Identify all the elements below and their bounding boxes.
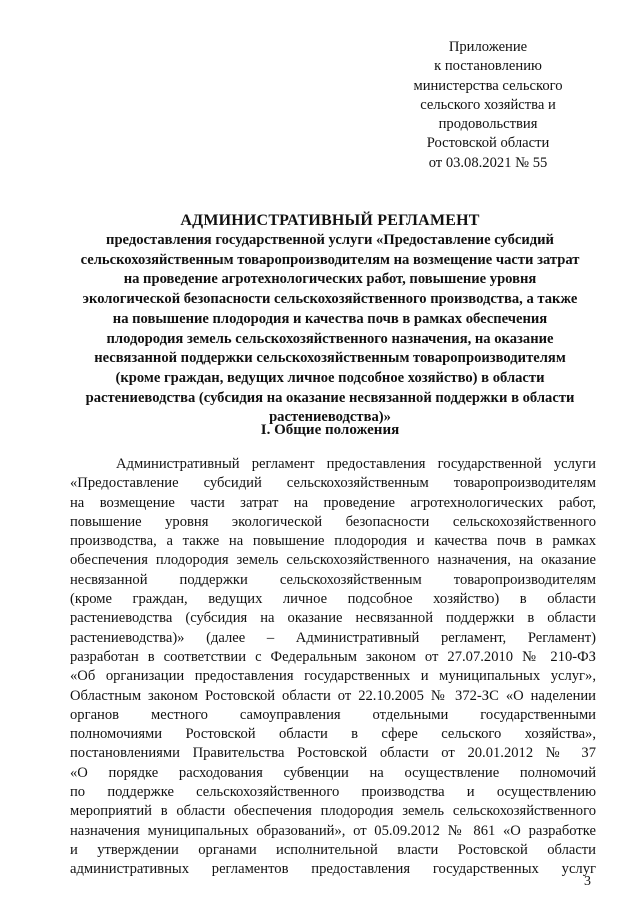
subtitle-line: несвязанной поддержки сельскохозяйственным товаропроизводителям — [94, 350, 566, 367]
subtitle-line: на проведение агротехнологических работ, повышение уровня — [123, 271, 537, 288]
subtitle-line: (кроме граждан, ведущих личное подсобное хозяйство) в области — [115, 369, 545, 386]
body-line: (кроме граждан, ведущих личное подсобное хозяйство) в области — [70, 591, 596, 608]
body-line: Административный регламент предоставления государственной услуги — [116, 456, 596, 472]
body-line: «Об организации предоставления государственных и муниципальных услуг», — [70, 668, 596, 685]
body-line: «О порядке расходования субвенции на осуществление полномочий — [70, 764, 596, 781]
appendix-line: Ростовской области — [426, 135, 550, 152]
body-line: и утверждении органами исполнительной власти Ростовской области — [70, 841, 596, 858]
appendix-line: министерства сельского — [413, 77, 563, 94]
body-line: обеспечения плодородия земель сельскохозяйственного назначения, на оказание — [70, 552, 596, 569]
body-line: органов местного самоуправления отдельными государственными — [70, 706, 596, 723]
appendix-line: продовольствия — [438, 116, 538, 133]
body-line: административных регламентов предоставления государственных услуг — [70, 861, 596, 878]
appendix-line: к постановлению — [434, 58, 542, 75]
appendix-line: сельского хозяйства и — [420, 96, 556, 113]
subtitle-line: предоставления государственной услуги «Предоставление субсидий — [106, 232, 554, 248]
body-line: повышение уровня экологической безопасности сельскохозяйственного — [70, 513, 596, 530]
body-line: «Предоставление субсидий сельскохозяйственным товаропроизводителям — [70, 475, 596, 492]
body-line: несвязанной поддержки сельскохозяйственным товаропроизводителям — [70, 571, 596, 588]
appendix-line: Приложение — [448, 39, 528, 55]
subtitle-line: растениеводства (субсидия на оказание несвязанной поддержки в области — [85, 389, 575, 406]
body-paragraph — [70, 455, 596, 880]
subtitle-line: растениеводства)» — [269, 409, 391, 426]
subtitle-line: экологической безопасности сельскохозяйственного производства, а также — [82, 291, 578, 308]
section-heading: I. Общие положения — [260, 422, 400, 438]
subtitle-line: сельскохозяйственным товаропроизводителям на возмещение части затрат — [80, 251, 580, 268]
document-subtitle — [60, 231, 600, 428]
body-line: постановлениями Правительства Ростовской области от 20.01.2012 № 37 — [70, 745, 596, 762]
subtitle-line: на повышение плодородия и качества почв в рамках обеспечения — [112, 310, 548, 327]
page-number: 3 — [584, 874, 591, 889]
body-line: мероприятий в области обеспечения плодородия земель сельскохозяйственного — [70, 803, 596, 820]
appendix-line: от 03.08.2021 № 55 — [428, 154, 548, 171]
body-line: растениеводства (субсидия на оказание несвязанной поддержки в области — [70, 610, 596, 627]
body-line: на возмещение части затрат на проведение агротехнологических работ, — [70, 494, 596, 511]
body-line: производства, а также на повышение плодородия и качества почв в рамках — [70, 533, 596, 550]
appendix-note — [400, 38, 576, 173]
regulation-title-block — [60, 211, 600, 428]
body-line: назначения муниципальных образований», от 05.09.2012 № 861 «О разработке — [70, 822, 596, 839]
body-line: по поддержке сельскохозяйственного производства и осуществлению — [70, 784, 596, 801]
body-line: Областным законом Ростовской области от 22.10.2005 № 372-ЗС «О наделении — [70, 687, 596, 704]
body-line: растениеводства)» (далее – Административный регламент, Регламент) — [70, 629, 596, 646]
body-line: полномочиями Ростовской области в сфере сельского хозяйства», — [70, 726, 596, 743]
body-line: разработан в соответствии с Федеральным законом от 27.07.2010 № 210-ФЗ — [70, 648, 596, 665]
document-title: АДМИНИСТРАТИВНЫЙ РЕГЛАМЕНТ — [180, 212, 480, 229]
subtitle-line: плодородия земель сельскохозяйственного назначения, на оказание — [106, 330, 554, 347]
